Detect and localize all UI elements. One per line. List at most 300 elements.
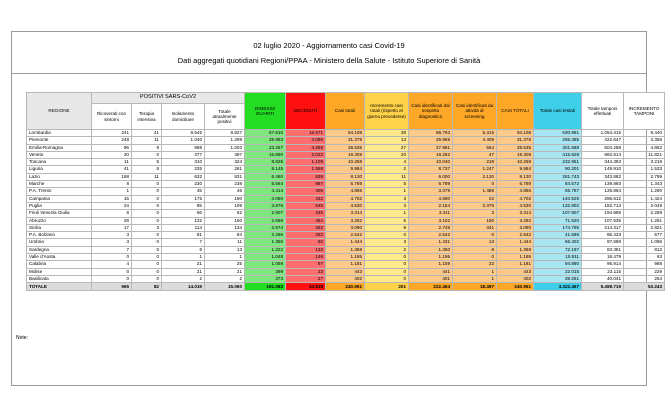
value-cell: 0 <box>132 275 162 282</box>
value-cell: 1.159 <box>409 261 453 268</box>
value-cell: 11 <box>132 137 162 144</box>
total-row <box>27 283 665 291</box>
value-cell: 4.680 <box>409 195 453 202</box>
value-cell: 5.498.719 <box>582 283 624 291</box>
region-cell: Campania <box>27 195 92 202</box>
value-cell: 1.444 <box>326 239 365 246</box>
value-cell: 2.049 <box>624 202 665 209</box>
region-cell: Marche <box>27 181 92 188</box>
value-cell: 22 <box>453 261 497 268</box>
value-cell: 402 <box>497 275 534 282</box>
value-cell: 3 <box>365 195 409 202</box>
value-cell: 191.083 <box>245 283 286 291</box>
column-header: CASI TOTALI <box>497 93 534 130</box>
region-cell: Liguria <box>27 166 92 173</box>
value-cell: 6.000 <box>409 173 453 180</box>
value-cell: 11 <box>365 173 409 180</box>
table-row <box>27 254 665 261</box>
value-cell: 139.893 <box>582 181 624 188</box>
value-cell: 987 <box>286 181 326 188</box>
value-cell: 0 <box>132 232 162 239</box>
value-cell: 11 <box>92 159 132 166</box>
table-row <box>27 173 665 180</box>
column-header: Incremento casi totali (rispetto al giorno precedente) <box>365 93 409 130</box>
table-row <box>27 275 665 282</box>
value-cell: 6.789 <box>326 181 365 188</box>
value-cell: 81 <box>162 232 205 239</box>
value-cell: 82 <box>132 283 162 291</box>
value-cell: 27.981 <box>409 144 453 151</box>
value-cell: 1.054.415 <box>582 130 624 137</box>
value-cell: 0 <box>132 202 162 209</box>
value-cell: 83.381 <box>582 246 624 253</box>
value-cell: 28.535 <box>326 144 365 151</box>
value-cell: 15.911 <box>534 254 582 261</box>
column-header: Isolamento domiciliare <box>162 104 205 130</box>
value-cell: 5 <box>132 159 162 166</box>
value-cell: 6.789 <box>409 181 453 188</box>
value-cell: 0 <box>132 195 162 202</box>
value-cell: 27 <box>286 275 326 282</box>
value-cell: 84.572 <box>534 181 582 188</box>
value-cell: 3 <box>132 224 162 231</box>
value-cell: 0 <box>92 275 132 282</box>
table-row <box>27 268 665 275</box>
value-cell: 8.145 <box>245 166 286 173</box>
value-cell: 1.109 <box>286 159 326 166</box>
region-cell: Puglia <box>27 202 92 209</box>
value-cell: 2.668 <box>245 217 286 224</box>
value-cell: 345 <box>286 210 326 217</box>
value-cell: 281.743 <box>534 173 582 180</box>
value-cell: 8.130 <box>497 173 534 180</box>
value-cell: 2.674 <box>245 224 286 231</box>
value-cell: 10.258 <box>326 159 365 166</box>
value-cell: 22.015 <box>534 268 582 275</box>
value-cell: 25 <box>205 261 245 268</box>
value-cell: 344.383 <box>582 159 624 166</box>
region-cell: Sicilia <box>27 224 92 231</box>
value-cell: 324 <box>205 159 245 166</box>
value-cell: 5.564 <box>245 181 286 188</box>
value-cell: 114 <box>162 224 205 231</box>
value-cell: 3.322.467 <box>534 283 582 291</box>
value-cell: 1.444 <box>497 239 534 246</box>
value-cell: 10.040 <box>409 159 453 166</box>
value-cell: 85.433 <box>582 232 624 239</box>
column-header: Totale tamponi effettuati <box>582 93 624 130</box>
value-cell: 125.864 <box>582 188 624 195</box>
value-cell: 5 <box>365 217 409 224</box>
value-cell: 1 <box>205 254 245 261</box>
value-cell: 282 <box>286 224 326 231</box>
value-cell: 1.486 <box>453 188 497 195</box>
value-cell: 56 <box>162 210 205 217</box>
value-cell: 23.115 <box>582 268 624 275</box>
value-cell: 1.368 <box>326 246 365 253</box>
value-cell: 19.262 <box>409 151 453 158</box>
value-cell: 1 <box>92 188 132 195</box>
value-cell: 1.355 <box>245 239 286 246</box>
region-cell: P.A. Trento <box>27 188 92 195</box>
value-cell: 0 <box>132 246 162 253</box>
value-cell: 175 <box>162 195 205 202</box>
value-cell: 41 <box>132 130 162 137</box>
value-cell: 201 <box>365 283 409 291</box>
table-row <box>27 130 665 137</box>
value-cell: 66.402 <box>534 239 582 246</box>
value-cell: 21 <box>205 268 245 275</box>
value-cell: 229 <box>624 268 665 275</box>
value-cell: 3.292 <box>326 217 365 224</box>
value-cell: 3.314 <box>326 210 365 217</box>
region-cell: Umbria <box>27 239 92 246</box>
value-cell: 26.969 <box>409 137 453 144</box>
region-cell: Valle d'Aosta <box>27 254 92 261</box>
value-cell: 20 <box>365 151 409 158</box>
value-cell: 1.343 <box>624 181 665 188</box>
region-cell: Abruzzo <box>27 217 92 224</box>
value-cell: 160 <box>205 217 245 224</box>
value-cell: 41 <box>92 166 132 173</box>
value-cell: 94.108 <box>326 130 365 137</box>
value-cell: 25.983 <box>245 137 286 144</box>
value-cell: 632 <box>162 173 205 180</box>
value-cell: 248 <box>92 137 132 144</box>
value-cell: 4 <box>92 261 132 268</box>
value-cell: 94.108 <box>497 130 534 137</box>
value-cell: 107.535 <box>582 217 624 224</box>
value-cell: 415.828 <box>534 151 582 158</box>
value-cell: 182.713 <box>582 202 624 209</box>
value-cell: 3 <box>92 232 132 239</box>
value-cell: 3.090 <box>497 224 534 231</box>
value-cell: 4.414 <box>245 188 286 195</box>
column-header: Ricoverati con sintomi <box>92 104 132 130</box>
value-cell: 13 <box>365 137 409 144</box>
value-cell: 235 <box>162 166 205 173</box>
value-cell: 577 <box>624 232 665 239</box>
value-cell: 34.818 <box>286 283 326 291</box>
column-header: DIMESSI/ GUARITI <box>245 93 286 130</box>
column-group-positivi: POSITIVI SARS-CoV2 <box>92 93 245 104</box>
value-cell: 41.686 <box>534 232 582 239</box>
table-row <box>27 159 665 166</box>
column-header: DECEDUTI <box>286 93 326 130</box>
value-cell: 4.702 <box>326 195 365 202</box>
region-cell: Calabria <box>27 261 92 268</box>
value-cell: 4.265 <box>286 144 326 151</box>
value-cell: 5 <box>365 181 409 188</box>
value-cell: 7 <box>92 246 132 253</box>
value-cell: 3 <box>92 239 132 246</box>
value-cell: 0 <box>92 268 132 275</box>
value-cell: 2.376 <box>453 202 497 209</box>
value-cell: 16.671 <box>286 130 326 137</box>
value-cell: 63 <box>624 254 665 261</box>
value-cell: 132 <box>162 217 205 224</box>
value-cell: 545 <box>286 202 326 209</box>
table-row <box>27 188 665 195</box>
value-cell: 1.299 <box>205 137 245 144</box>
value-cell: 0 <box>132 261 162 268</box>
value-cell: 254 <box>624 275 665 282</box>
value-cell: 21 <box>162 261 205 268</box>
value-cell: 8.737 <box>409 166 453 173</box>
value-cell: 149.910 <box>582 166 624 173</box>
value-cell: 1.360 <box>409 246 453 253</box>
value-cell: 812 <box>624 246 665 253</box>
value-cell: 4.530 <box>497 202 534 209</box>
value-cell: 1.431 <box>409 239 453 246</box>
value-cell: 4.530 <box>326 202 365 209</box>
value-cell: 62 <box>205 210 245 217</box>
value-cell: 194.995 <box>582 210 624 217</box>
value-cell: 39.261 <box>534 275 582 282</box>
value-cell: 2.642 <box>326 232 365 239</box>
value-cell: 443 <box>497 268 534 275</box>
region-cell: TOTALE <box>27 283 92 291</box>
value-cell: 2.130 <box>453 173 497 180</box>
table-body <box>27 130 665 291</box>
column-header: Casi identificati da attività di screening <box>453 93 497 130</box>
value-cell: 109 <box>205 202 245 209</box>
value-cell: 4 <box>365 159 409 166</box>
report-subtitle: Dati aggregati quotidiani Regioni/PPAA - Ministero della Salute - Istituto Superiore di Sanità <box>177 56 481 65</box>
value-cell: 1.533 <box>624 166 665 173</box>
table-row <box>27 181 665 188</box>
value-cell: 1.096 <box>624 239 665 246</box>
value-cell: 1.059 <box>245 261 286 268</box>
value-cell: 1.424 <box>624 195 665 202</box>
table-row <box>27 202 665 209</box>
value-cell: 8.130 <box>326 173 365 180</box>
value-cell: 1.290 <box>624 188 665 195</box>
value-cell: 47 <box>453 151 497 158</box>
value-cell: 831 <box>205 173 245 180</box>
value-cell: 443 <box>326 268 365 275</box>
value-cell: 9.440 <box>624 130 665 137</box>
value-cell: 9 <box>132 144 162 151</box>
value-cell: 2.154 <box>409 202 453 209</box>
value-cell: 343.882 <box>582 173 624 180</box>
value-cell: 214.317 <box>582 224 624 231</box>
value-cell: 13 <box>205 246 245 253</box>
value-cell: 188 <box>92 173 132 180</box>
value-cell: 0 <box>132 217 162 224</box>
value-cell: 1.222 <box>245 246 286 253</box>
value-cell: 190 <box>205 195 245 202</box>
region-cell: Basilicata <box>27 275 92 282</box>
value-cell: 0 <box>453 181 497 188</box>
value-cell: 94.880 <box>534 261 582 268</box>
value-cell: 133 <box>286 246 326 253</box>
value-cell: 10.258 <box>497 159 534 166</box>
column-header-regione: REGIONE <box>27 93 92 130</box>
region-cell: Lombardia <box>27 130 92 137</box>
value-cell: 97 <box>286 261 326 268</box>
table-row <box>27 224 665 231</box>
value-cell: 240.961 <box>326 283 365 291</box>
value-cell: 5 <box>132 166 162 173</box>
value-cell: 96.914 <box>582 261 624 268</box>
value-cell: 6.460 <box>245 173 286 180</box>
value-cell: 405 <box>286 188 326 195</box>
value-cell: 8 <box>453 246 497 253</box>
value-cell: 839 <box>286 173 326 180</box>
value-cell: 31.378 <box>326 137 365 144</box>
column-header: Terapia intensiva <box>132 104 162 130</box>
value-cell: 22 <box>453 195 497 202</box>
value-cell: 17 <box>92 224 132 231</box>
value-cell: 0 <box>132 181 162 188</box>
value-cell: 0 <box>365 232 409 239</box>
value-cell: 132.902 <box>534 202 582 209</box>
value-cell: 2.799 <box>624 173 665 180</box>
value-cell: 241 <box>92 130 132 137</box>
region-cell: Sardegna <box>27 246 92 253</box>
value-cell: 422.647 <box>582 137 624 144</box>
value-cell: 8 <box>92 181 132 188</box>
value-cell: 898 <box>162 144 205 151</box>
column-header: Casi totali <box>326 93 365 130</box>
value-cell: 0 <box>132 188 162 195</box>
value-cell: 441 <box>409 268 453 275</box>
value-cell: 31.378 <box>497 137 534 144</box>
value-cell: 301.588 <box>534 144 582 151</box>
value-cell: 240.961 <box>497 283 534 291</box>
value-cell: 2.642 <box>497 232 534 239</box>
column-header: Totale attualmente positivi <box>205 104 245 130</box>
value-cell: 2.907 <box>245 210 286 217</box>
value-cell: 1 <box>453 268 497 275</box>
value-cell: 19.309 <box>326 151 365 158</box>
value-cell: 1.181 <box>326 261 365 268</box>
value-cell: 0 <box>132 268 162 275</box>
value-cell: 2 <box>365 166 409 173</box>
value-cell: 3.218 <box>624 159 665 166</box>
table-row <box>27 210 665 217</box>
value-cell: 15 <box>92 195 132 202</box>
value-cell: 3.876 <box>245 202 286 209</box>
value-cell: 0 <box>365 254 409 261</box>
value-cell: 265.385 <box>534 137 582 144</box>
value-cell: 1.281 <box>624 217 665 224</box>
value-cell: 238 <box>205 181 245 188</box>
value-cell: 140.525 <box>534 195 582 202</box>
value-cell: 1.195 <box>409 254 453 261</box>
value-cell: 982.614 <box>582 151 624 158</box>
table-row <box>27 239 665 246</box>
value-cell: 85 <box>162 202 205 209</box>
table-row <box>27 195 665 202</box>
value-cell: 2 <box>205 275 245 282</box>
value-cell: 0 <box>132 151 162 158</box>
value-cell: 16.890 <box>245 151 286 158</box>
value-cell: 40.041 <box>582 275 624 282</box>
value-cell: 1.368 <box>497 246 534 253</box>
table-row <box>27 232 665 239</box>
value-cell: 3.102 <box>409 217 453 224</box>
value-cell: 464 <box>286 217 326 224</box>
value-cell: 630.991 <box>534 130 582 137</box>
column-header: Casi identificati dal sospetto diagnostico <box>409 93 453 130</box>
value-cell: 4.865 <box>497 188 534 195</box>
value-cell: 286.612 <box>582 195 624 202</box>
value-cell: 3 <box>365 202 409 209</box>
value-cell: 1 <box>365 188 409 195</box>
value-cell: 2.022 <box>286 151 326 158</box>
value-cell: 281 <box>205 166 245 173</box>
value-cell: 67.610 <box>245 130 286 137</box>
value-cell: 53.243 <box>624 283 665 291</box>
value-cell: 3.292 <box>497 217 534 224</box>
value-cell: 1.247 <box>453 166 497 173</box>
region-cell: Emilia-Romagna <box>27 144 92 151</box>
value-cell: 9 <box>365 224 409 231</box>
value-cell: 11.821 <box>624 151 665 158</box>
table-row <box>27 166 665 173</box>
value-cell: 23.267 <box>245 144 286 151</box>
value-cell: 0 <box>365 268 409 275</box>
value-cell: 18.479 <box>582 254 624 261</box>
value-cell: 1.195 <box>326 254 365 261</box>
table-row <box>27 144 665 151</box>
region-cell: Lazio <box>27 173 92 180</box>
value-cell: 0 <box>453 232 497 239</box>
value-cell: 96 <box>92 144 132 151</box>
value-cell: 14.019 <box>162 283 205 291</box>
value-cell: 1.003 <box>205 144 245 151</box>
table-row <box>27 151 665 158</box>
table-group-header-row <box>27 93 665 104</box>
value-cell: 4.702 <box>497 195 534 202</box>
value-cell: 6 <box>92 210 132 217</box>
value-cell: 84 <box>205 232 245 239</box>
value-cell: 13 <box>453 239 497 246</box>
value-cell: 0 <box>453 254 497 261</box>
value-cell: 1.181 <box>497 261 534 268</box>
value-cell: 97.698 <box>582 239 624 246</box>
value-cell: 0 <box>365 275 409 282</box>
value-cell: 28 <box>92 217 132 224</box>
value-cell: 341 <box>453 224 497 231</box>
value-cell: 72.197 <box>534 246 582 253</box>
value-cell: 6 <box>162 246 205 253</box>
value-cell: 134 <box>205 224 245 231</box>
table-row <box>27 137 665 144</box>
column-header: Totale casi testati <box>534 93 582 130</box>
value-cell: 3.314 <box>497 210 534 217</box>
value-cell: 2.289 <box>624 210 665 217</box>
value-cell: 90.201 <box>534 166 582 173</box>
value-cell: 15.060 <box>205 283 245 291</box>
value-cell: 218 <box>453 159 497 166</box>
value-cell: 222.464 <box>409 283 453 291</box>
report-header <box>12 32 646 74</box>
value-cell: 20 <box>92 151 132 158</box>
value-cell: 28.535 <box>497 144 534 151</box>
value-cell: 18.497 <box>453 283 497 291</box>
value-cell: 401 <box>409 275 453 282</box>
value-cell: 1 <box>365 210 409 217</box>
value-cell: 9.984 <box>497 166 534 173</box>
value-cell: 3 <box>365 239 409 246</box>
value-cell: 9.545 <box>162 130 205 137</box>
report-frame <box>11 31 663 386</box>
value-cell: 4.865 <box>326 188 365 195</box>
value-cell: 4.862 <box>624 144 665 151</box>
